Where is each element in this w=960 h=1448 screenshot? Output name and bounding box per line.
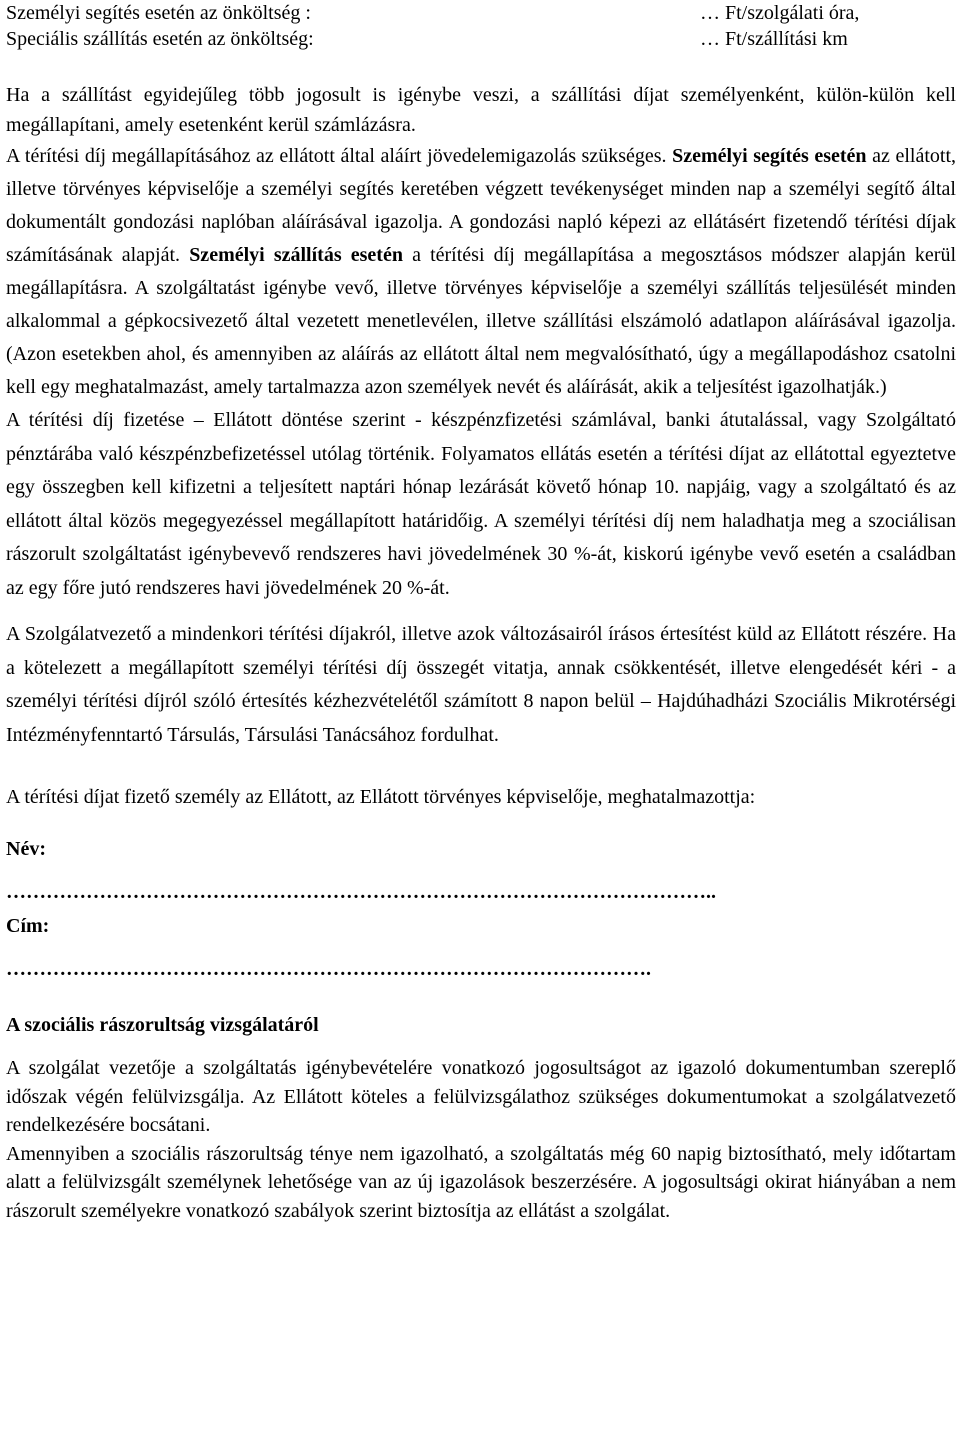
address-label: Cím: xyxy=(6,914,50,937)
paragraph-review: A szolgálat vezetője a szolgáltatás igénybevételére vonatkozó jogosultságot az igazoló dokumentumban szereplő időszak végén felülvizsgálja. Az Ellátott köteles a felülvizsgálathoz szükséges dokumentumokat a szolgálatvezető rendelkezésére bocsátani. xyxy=(6,1057,956,1136)
personal-transport-heading: Személyi szállítás esetén xyxy=(189,244,403,266)
personal-help-text: az ellátott, illetve törvényes képviselője a személyi segítés keretében végzett tevékenységet minden nap a személyi segítő által dokumentált gondozási naplóban aláírásával igazolja. A gondozási napló képezi az ellátásért fizetendő térítési díjak számításának alapját. xyxy=(6,145,957,266)
cost-label-personal: Személyi segítés esetén az önköltség : xyxy=(6,2,311,24)
section-title: A szociális rászorultság vizsgálatáról xyxy=(6,1013,319,1036)
cost-row-personal xyxy=(6,0,956,26)
document-page xyxy=(6,0,956,1225)
paragraph-shared-transport: Ha a szállítást egyidejűleg több jogosult is igénybe veszi, a szállítási díjat személyenként, külön-külön kell megállapítani, amely esetenként kerül számlázásra. xyxy=(6,84,956,136)
personal-transport-text: a térítési díj megállapítása a megosztásos módszer alapján kerül megállapításra. A szolgáltatást igénybe vevő, illetve törvényes képviselője a személyi szállítás teljesülését minden alkalommal a gépkocsivezető által vezetett menetlevélen, illetve szállítási elszámoló adatlapon aláírásával igazolja. (Azon esetekben ahol, és amennyiben az aláírás az ellátott által nem megvalósítható, úgy a megállapodáshoz csatolni kell egy meghatalmazást, amely tartalmazza azon személyek nevét és aláírását, akik a teljesítést igazolhatják.) xyxy=(6,244,957,398)
name-dots: …………………………………………………………………………………………….. xyxy=(6,881,716,903)
cost-row-transport xyxy=(6,26,956,52)
paragraph-eligibility: Amennyiben a szociális rászorultság ténye nem igazolható, a szolgáltatás még 60 napig biztosítható, mely időtartam alatt a felülvizsgált személynek lehetősége van az új igazolások beszerzésére. A jogosultsági okirat hiányában a nem rászorult személyekre vonatkozó szabályok szerint biztosítja az ellátást a szolgálat. xyxy=(6,1142,956,1222)
cost-unit-personal: … Ft/szolgálati óra, xyxy=(700,2,860,24)
cost-label-transport: Speciális szállítás esetén az önköltség: xyxy=(6,28,314,50)
paragraph-fee-notification: A Szolgálatvezető a mindenkori térítési díjakról, illetve azok változásairól írásos értesítést küld az Ellátott részére. Ha a kötelezett a megállapított személyi térítési díj összegét vitatja, annak csökkentését, illetve elengedését kéri - a személyi térítési díjról szóló értesítés kézhezvételétől számított 8 napon belül – Hajdúhadházi Szociális Mikrotérségi Intézményfenntartó Társulás, Társulási Tanácsához fordulhat. xyxy=(6,623,956,746)
paragraph-fee-determination xyxy=(6,140,956,404)
name-label: Név: xyxy=(6,837,46,860)
paragraph-fee-payment: A térítési díj fizetése – Ellátott döntése szerint - készpénzfizetési számlával, banki átutalással, vagy Szolgáltató pénztárába való készpénzbefizetéssel utólag történik. Folyamatos ellátás esetén a térítési díjat az ellátottal egyeztetve egy összegben kell kifizetni a teljesített naptári hónap lezárását követő hónap 10. napjáig, vagy a szolgáltató és az ellátott által közös megegyezéssel megállapított határidőig. A személyi térítési díj nem haladhatja meg a szociálisan rászorult szolgáltatást igénybevevő rendszeres havi jövedelmének 30 %-át, kiskorú igénybe vevő esetén a családban az egy főre jutó rendszeres havi jövedelmének 20 %-át. xyxy=(6,409,956,599)
personal-help-heading: Személyi segítés esetén xyxy=(672,145,867,167)
address-dots: ……………………………………………………………………………………. xyxy=(6,958,651,980)
fee-intro: A térítési díj megállapításához az ellátott által aláírt jövedelemigazolás szükséges. xyxy=(6,145,673,167)
cost-unit-transport: … Ft/szállítási km xyxy=(700,28,848,50)
paragraph-payer: A térítési díjat fizető személy az Ellátott, az Ellátott törvényes képviselője, meghatalmazottja: xyxy=(6,786,756,808)
